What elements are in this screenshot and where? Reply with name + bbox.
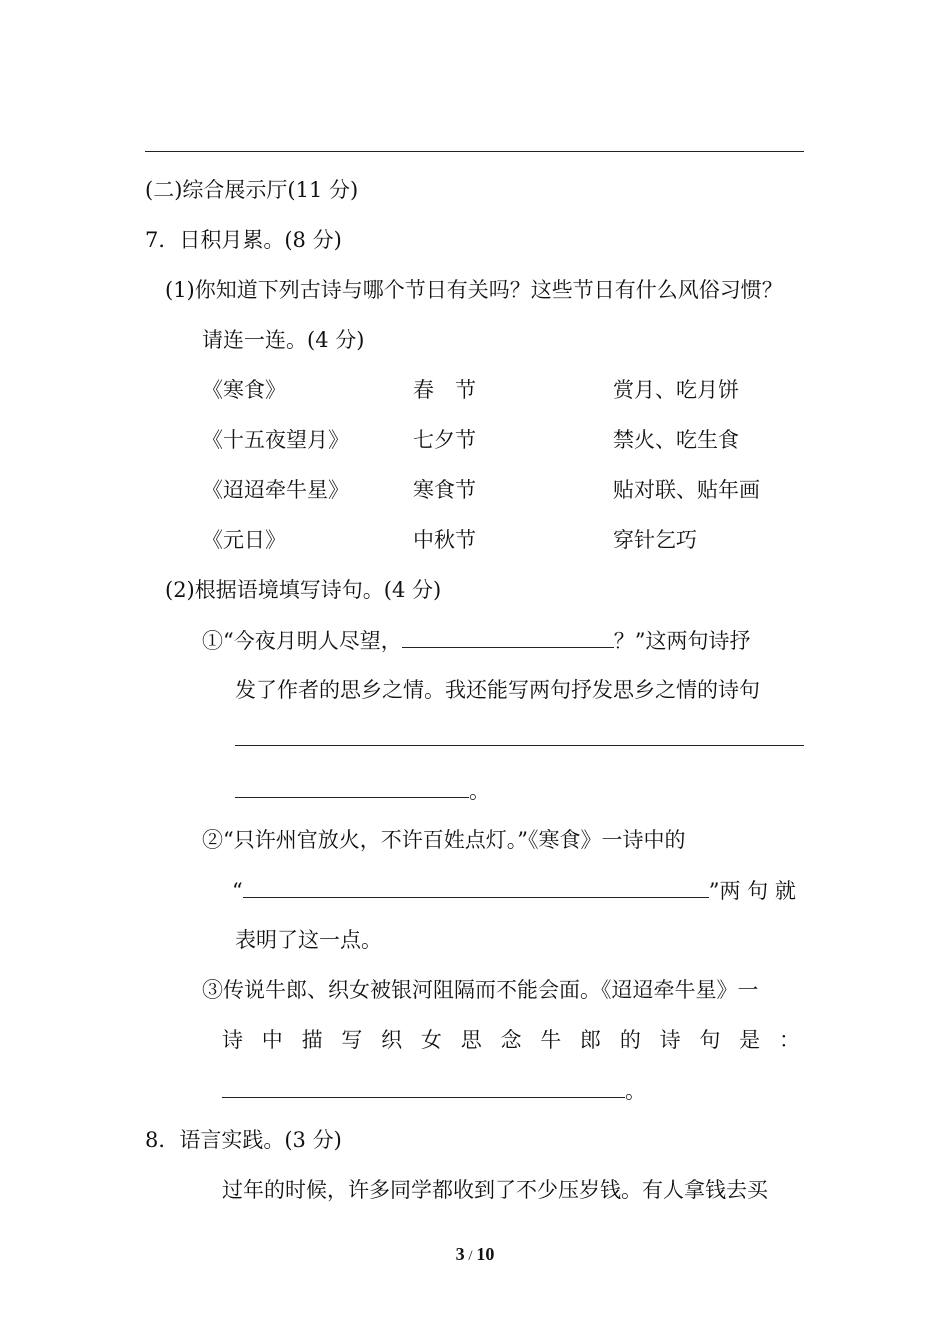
custom-item[interactable]: 穿针乞巧: [613, 528, 697, 552]
char: 思: [460, 1028, 482, 1052]
item2-close: ”两 句 就: [708, 879, 796, 903]
char: 诗: [222, 1028, 243, 1052]
q7-part2-title: (2)根据语境填写诗句。(4 分): [165, 578, 442, 602]
item3-end: 。: [625, 1079, 646, 1103]
item1-end: 。: [469, 779, 490, 803]
item1-suffix: ？”这两句诗抒: [613, 629, 751, 653]
poem-item[interactable]: 《迢迢牵牛星》: [202, 478, 349, 502]
festival-item[interactable]: 七夕节: [413, 428, 476, 452]
page-separator: /: [464, 1248, 477, 1264]
char: 牛: [540, 1028, 562, 1052]
char: 句: [699, 1028, 721, 1052]
poem-item[interactable]: 《寒食》: [202, 378, 286, 402]
item3-answer-line[interactable]: [222, 1075, 625, 1098]
q8-title: 8．语言实践。(3 分): [145, 1128, 342, 1152]
q7-part2-item1-line1: [202, 625, 751, 656]
char: 诗: [659, 1028, 681, 1052]
festival-item[interactable]: 中秋节: [413, 528, 476, 552]
char: ：: [778, 1028, 800, 1052]
answer-line-top[interactable]: [145, 151, 804, 152]
custom-item[interactable]: 禁火、吃生食: [613, 428, 739, 452]
page-current: 3: [455, 1244, 465, 1264]
item1-prefix: ①“今夜月明人尽望，: [202, 629, 402, 653]
poem-item[interactable]: 《十五夜望月》: [202, 428, 349, 452]
page-total: 10: [476, 1244, 495, 1264]
item2-blank[interactable]: [243, 875, 709, 898]
custom-item[interactable]: 贴对联、贴年画: [613, 478, 760, 502]
section-title: (二)综合展示厅(11 分): [145, 178, 359, 202]
q7-part2-item1-line2: 发了作者的思乡之情。我还能写两句抒发思乡之情的诗句: [235, 678, 760, 702]
page-number: [0, 1242, 950, 1268]
char: 织: [381, 1028, 403, 1052]
q7-part2-item2-line2: [232, 875, 796, 906]
char: 中: [261, 1028, 283, 1052]
char: 女: [420, 1028, 442, 1052]
q7-part2-item2-line1: ②“只许州官放火，不许百姓点灯。”《寒食》一诗中的: [202, 828, 686, 852]
char: 念: [500, 1028, 522, 1052]
custom-item[interactable]: 赏月、吃月饼: [613, 378, 739, 402]
char: 描: [301, 1028, 323, 1052]
char: 是: [739, 1028, 761, 1052]
q8-text: 过年的时候，许多同学都收到了不少压岁钱。有人拿钱去买: [222, 1178, 768, 1202]
festival-item[interactable]: 春 节: [413, 378, 476, 402]
q7-part1-instruction: 请连一连。(4 分): [202, 328, 365, 352]
item1-blank[interactable]: [402, 625, 614, 648]
q7-part1-question: (1)你知道下列古诗与哪个节日有关吗？这些节日有什么风俗习惯？: [165, 278, 783, 302]
item2-open-quote: “: [232, 879, 243, 903]
q7-part2-item3-line1: ③传说牛郎、织女被银河阻隔而不能会面。《迢迢牵牛星》一: [202, 978, 759, 1002]
q7-part2-item3-line3: [222, 1075, 646, 1106]
item1-answer-line[interactable]: [235, 745, 804, 746]
char: 的: [619, 1028, 641, 1052]
festival-item[interactable]: 寒食节: [413, 478, 476, 502]
q7-title: 7．日积月累。(8 分): [145, 228, 342, 252]
char: 郎: [580, 1028, 602, 1052]
char: 写: [341, 1028, 363, 1052]
q7-part2-item3-line2: [222, 1025, 800, 1055]
item1-answer-line-short[interactable]: [235, 775, 469, 798]
q7-part2-item1-line4: [235, 775, 490, 806]
q7-part2-item2-line3: 表明了这一点。: [235, 928, 382, 952]
poem-item[interactable]: 《元日》: [202, 528, 286, 552]
